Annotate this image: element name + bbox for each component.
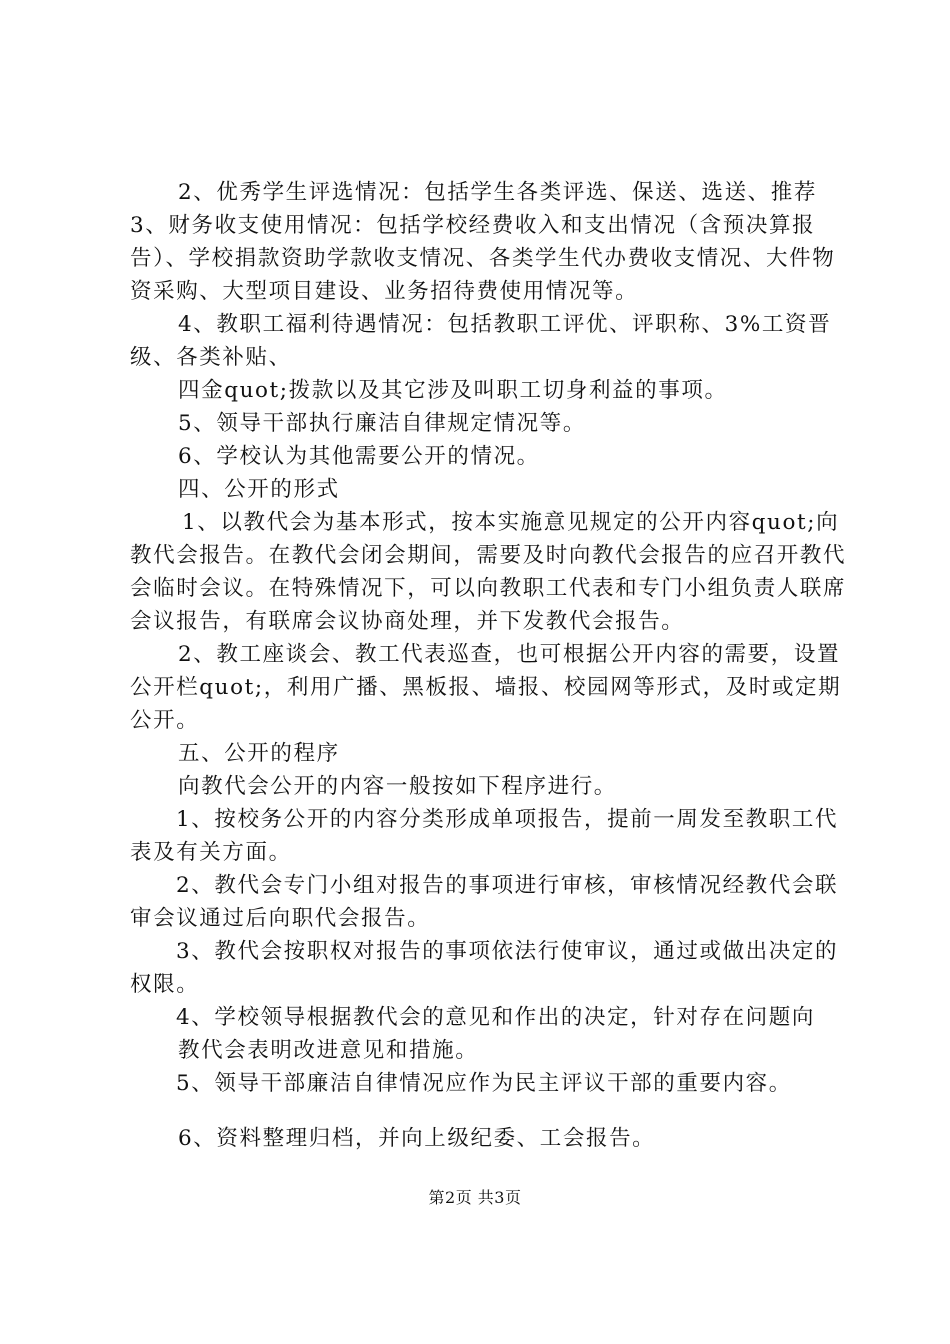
paragraph-leader-integrity: 5、领导干部执行廉洁自律规定情况等。 [178,411,586,436]
paragraph-procedure-step-5: 5、领导干部廉洁自律情况应作为民主评议干部的重要内容。 [176,1071,792,1096]
paragraph-procedure-step-1: 1、按校务公开的内容分类形成单项报告，提前一周发至教职工代表及有关方面。 [130,807,839,865]
section-heading-procedure: 五、公开的程序 [178,741,340,766]
paragraph-forum-form: 2、教工座谈会、教工代表巡查，也可根据公开内容的需要，设置公开栏quot;，利用广播、黑板报、墙报、校园网等形式，及时或定期公开。 [130,642,842,733]
section-heading-forms: 四、公开的形式 [178,477,340,502]
paragraph-procedure-intro: 向教代会公开的内容一般按如下程序进行。 [178,774,617,799]
paragraph-staff-welfare: 4、教职工福利待遇情况：包括教职工评优、评职称、3%工资晋级、各类补贴、 [130,312,832,370]
paragraph-procedure-step-4-cont: 教代会表明改进意见和措施。 [178,1038,479,1063]
paragraph-procedure-step-2: 2、教代会专门小组对报告的事项进行审核，审核情况经教代会联审会议通过后向职代会报告。 [130,873,839,931]
paragraph-congress-form: 1、以教代会为基本形式，按本实施意见规定的公开内容quot;向教代会报告。在教代会闭会期间，需要及时向教代会报告的应召开教代会临时会议。在特殊情况下，可以向教职工代表和专门小组负责人联席会议报告，有联席会议协商处理，并下发教代会报告。 [130,510,847,634]
document-body [130,176,850,1155]
paragraph-four-funds: 四金quot;拨款以及其它涉及叫职工切身利益的事项。 [178,378,728,403]
paragraph-other-disclosure: 6、学校认为其他需要公开的情况。 [178,444,540,469]
paragraph-procedure-step-6: 6、资料整理归档，并向上级纪委、工会报告。 [178,1126,656,1151]
paragraph-procedure-step-3: 3、教代会按职权对报告的事项依法行使审议，通过或做出决定的权限。 [130,939,839,997]
page-number-footer: 第2页 共3页 [428,1188,522,1207]
paragraph-procedure-step-4: 4、学校领导根据教代会的意见和作出的决定，针对存在问题向 [176,1005,815,1030]
paragraph-student-evaluation: 2、优秀学生评选情况：包括学生各类评选、保送、选送、推荐3、财务收支使用情况：包括学校经费收入和支出情况（含预决算报告）、学校捐款资助学款收支情况、各类学生代办费收支情况、大件物资采购、大型项目建设、业务招待费使用情况等。 [130,180,836,304]
